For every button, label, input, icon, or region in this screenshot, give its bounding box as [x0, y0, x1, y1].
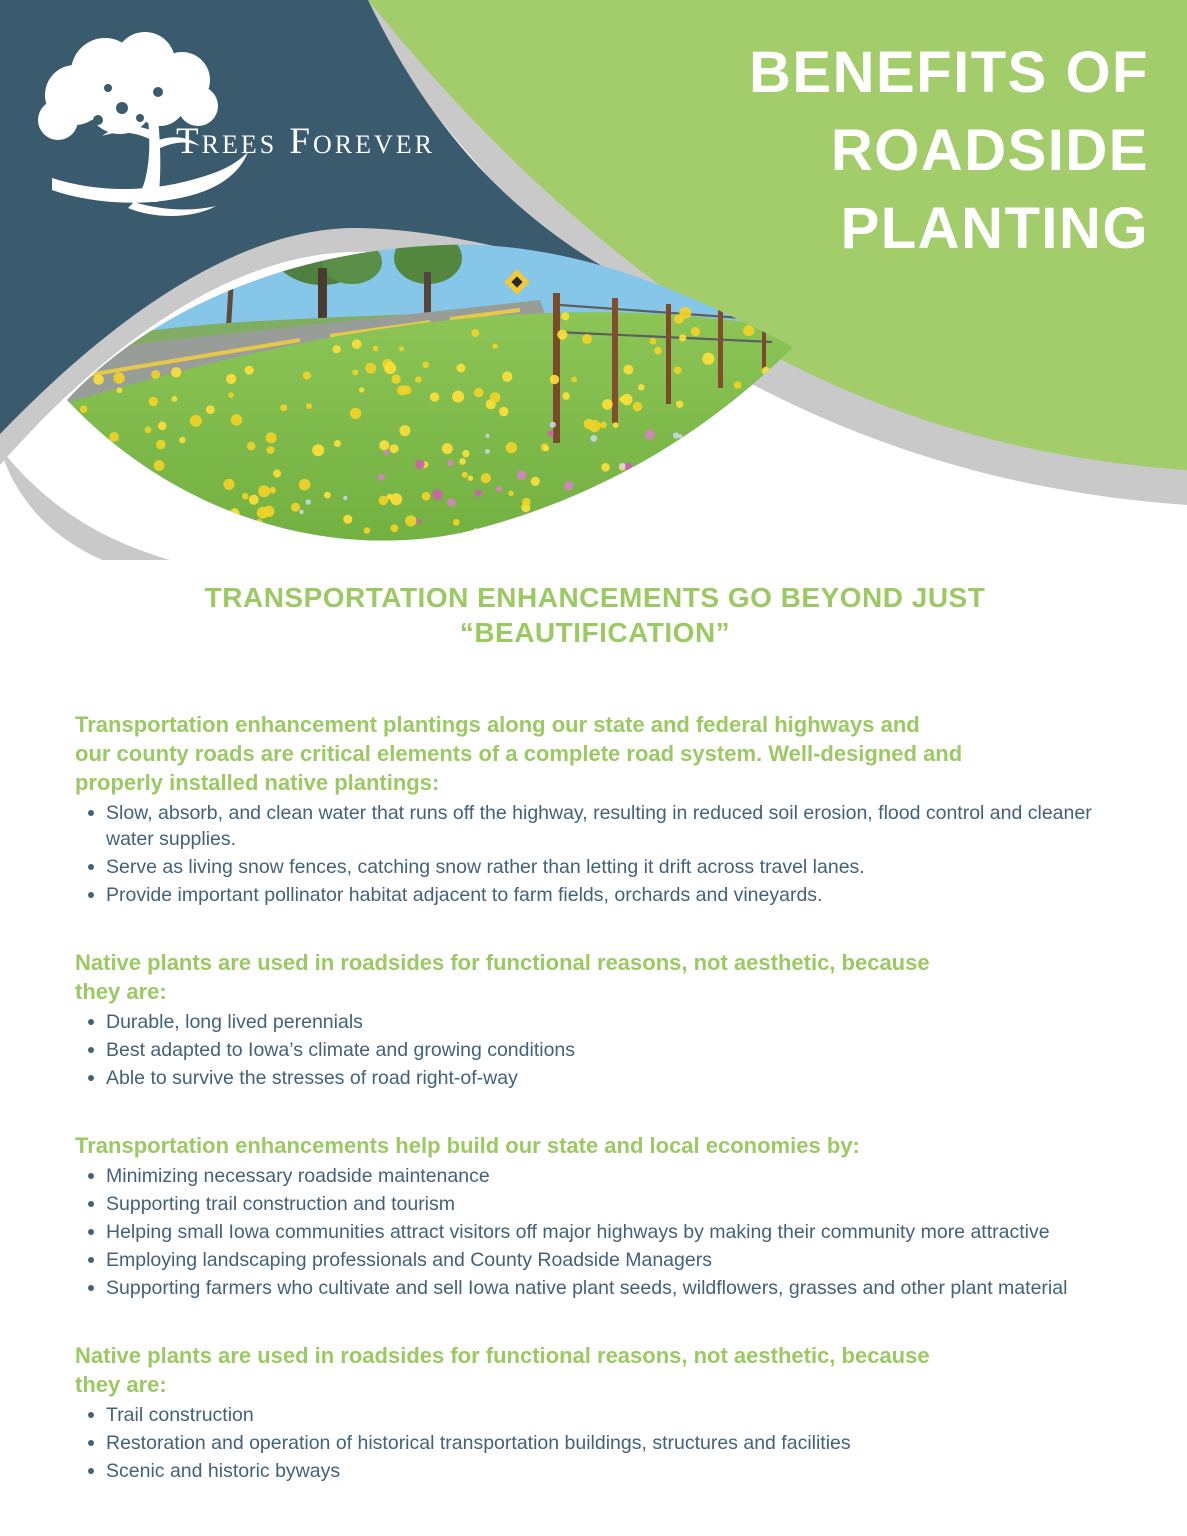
- section-heading: [75, 1131, 1115, 1160]
- bullet-item: Supporting farmers who cultivate and sell Iowa native plant seeds, wildflowers, grasses and other plant material: [75, 1275, 1115, 1301]
- bullet-item: Durable, long lived perennials: [75, 1009, 1115, 1035]
- page-title-line-2: ROADSIDE: [830, 118, 1149, 183]
- page-title-line-1: BENEFITS OF: [749, 40, 1149, 105]
- bullet-item: Provide important pollinator habitat adjacent to farm fields, orchards and vineyards.: [75, 882, 1115, 908]
- bullet-item: Minimizing necessary roadside maintenance: [75, 1163, 1115, 1189]
- bullet-item: Serve as living snow fences, catching snow rather than letting it drift across travel lanes.: [75, 854, 1115, 880]
- section-native-plants-functional: [75, 948, 1115, 1091]
- section-heading-line: Transportation enhancement plantings along our state and federal highways and: [75, 712, 920, 737]
- section-native-plants-functional-2: [75, 1341, 1115, 1484]
- section-heading: [75, 1341, 1115, 1399]
- bullet-item: Best adapted to Iowa’s climate and growing conditions: [75, 1037, 1115, 1063]
- section-heading-line: Native plants are used in roadsides for functional reasons, not aesthetic, because: [75, 950, 930, 975]
- page-title: [749, 34, 1149, 268]
- section-heading-line: Transportation enhancements help build our state and local economies by:: [75, 1133, 860, 1158]
- section-heading-line: they are:: [75, 979, 167, 1004]
- bullet-item: Trail construction: [75, 1402, 1115, 1428]
- bullet-item: Helping small Iowa communities attract visitors off major highways by making their community more attractive: [75, 1219, 1115, 1245]
- bullet-list: [75, 1009, 1115, 1091]
- main-heading: [75, 580, 1115, 650]
- bullet-list: [75, 1163, 1115, 1301]
- logo-text: Trees Forever: [176, 121, 435, 162]
- section-heading: [75, 710, 1115, 797]
- bullet-item: Employing landscaping professionals and County Roadside Managers: [75, 1247, 1115, 1273]
- bullet-item: Restoration and operation of historical transportation buildings, structures and facilities: [75, 1430, 1115, 1456]
- section-heading-line: properly installed native plantings:: [75, 770, 440, 795]
- main-heading-line-1: TRANSPORTATION ENHANCEMENTS GO BEYOND JUST: [204, 582, 986, 613]
- section-heading-line: our county roads are critical elements of a complete road system. Well-designed and: [75, 741, 963, 766]
- section-heading-line: they are:: [75, 1372, 167, 1397]
- section-well-designed-plantings: [75, 710, 1115, 908]
- bullet-list: [75, 800, 1115, 908]
- section-heading-line: Native plants are used in roadsides for functional reasons, not aesthetic, because: [75, 1343, 930, 1368]
- section-heading: [75, 948, 1115, 1006]
- bullet-item: Able to survive the stresses of road right-of-way: [75, 1065, 1115, 1091]
- page-title-line-3: PLANTING: [840, 196, 1149, 261]
- bullet-item: Scenic and historic byways: [75, 1458, 1115, 1484]
- bullet-list: [75, 1402, 1115, 1484]
- bullet-item: Slow, absorb, and clean water that runs off the highway, resulting in reduced soil erosion, flood control and cleaner water supplies.: [75, 800, 1115, 852]
- content: [75, 570, 1115, 1486]
- section-economies: [75, 1131, 1115, 1301]
- main-heading-line-2: “BEAUTIFICATION”: [459, 617, 731, 648]
- bullet-item: Supporting trail construction and tourism: [75, 1191, 1115, 1217]
